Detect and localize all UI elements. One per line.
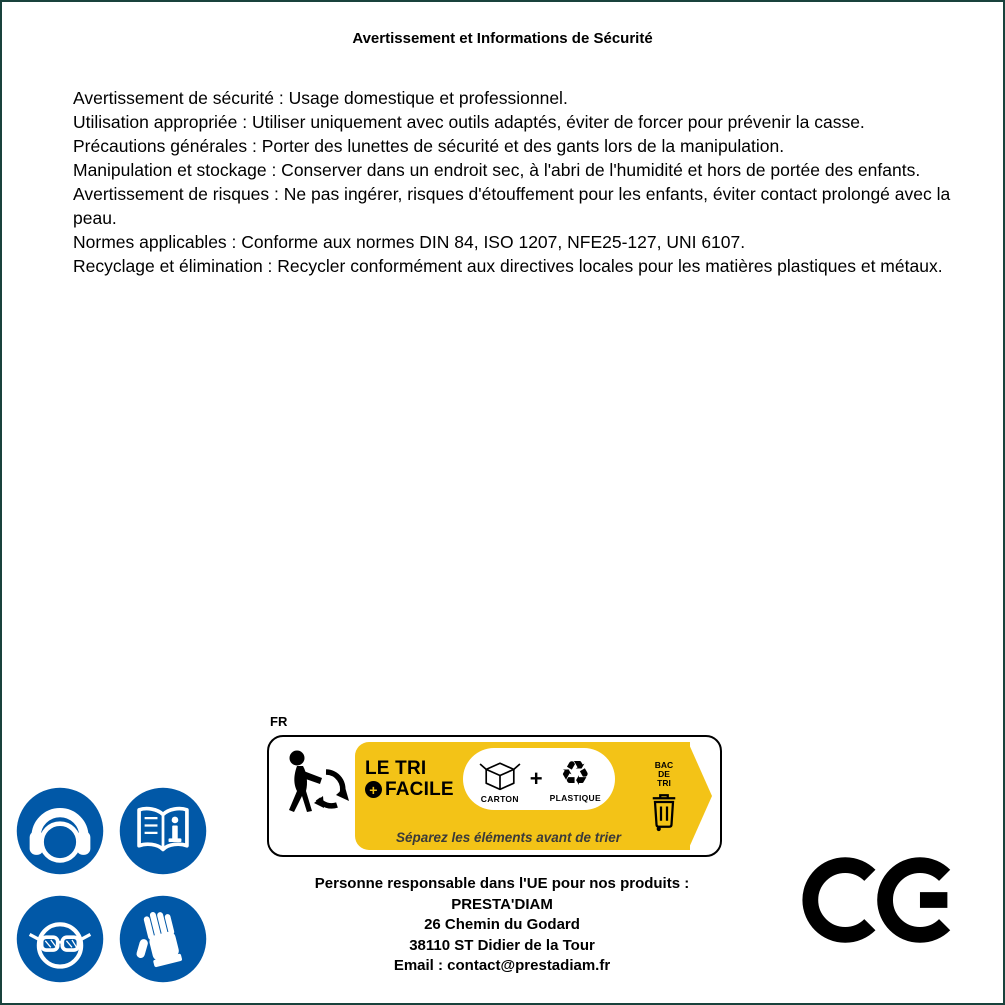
material-label: CARTON bbox=[480, 793, 519, 804]
plus-sign: + bbox=[369, 781, 378, 798]
wear-eye-protection-icon bbox=[14, 893, 106, 985]
materials-plus: + bbox=[529, 766, 543, 791]
waste-bin-icon bbox=[649, 790, 679, 832]
page-title: Avertissement et Informations de Sécurité bbox=[352, 30, 653, 47]
materials-pill bbox=[463, 748, 615, 810]
bin-label-line: BAC bbox=[654, 759, 674, 770]
plus-circle-icon bbox=[365, 781, 382, 798]
safety-paragraph: Avertissement de risques : Ne pas ingérer, risques d'étouffement pour les enfants, éviter contact prolongé avec la peau. bbox=[73, 184, 951, 228]
safety-paragraph: Normes applicables : Conforme aux normes DIN 84, ISO 1207, NFE25-127, UNI 6107. bbox=[73, 232, 746, 252]
tri-slogan-line2: FACILE bbox=[385, 779, 454, 800]
read-instruction-manual-icon bbox=[117, 785, 209, 877]
mandatory-pictograms bbox=[14, 785, 209, 985]
company-name: PRESTA'DIAM bbox=[451, 895, 553, 913]
wear-protective-gloves-icon bbox=[117, 893, 209, 985]
bin-label-line: DE bbox=[658, 768, 670, 779]
safety-paragraph: Manipulation et stockage : Conserver dans un endroit sec, à l'abri de l'humidité et hors de portée des enfants. bbox=[73, 160, 921, 180]
safety-paragraph: Avertissement de sécurité : Usage domestique et professionnel. bbox=[73, 88, 568, 108]
triman-country-code: FR bbox=[270, 714, 288, 729]
tri-slogan-line1: LE TRI bbox=[365, 758, 427, 779]
recycling-symbol-icon: ♻ bbox=[560, 753, 591, 794]
ce-marking-icon bbox=[802, 854, 964, 946]
address-line: 26 Chemin du Godard bbox=[424, 916, 580, 933]
safety-paragraph: Utilisation appropriée : Utiliser uniquement avec outils adaptés, éviter de forcer pour prévenir la casse. bbox=[73, 112, 865, 132]
triman-icon bbox=[277, 747, 355, 815]
wear-ear-protection-icon bbox=[14, 785, 106, 877]
tri-band-arrow bbox=[688, 742, 712, 850]
tri-band bbox=[355, 742, 690, 850]
safety-paragraph: Recyclage et élimination : Recycler conformément aux directives locales pour les matières plastiques et métaux. bbox=[73, 256, 943, 276]
tri-slogan bbox=[365, 758, 454, 800]
bin-label-line: TRI bbox=[657, 777, 671, 788]
material-plastique bbox=[549, 753, 601, 803]
tri-band-content bbox=[355, 742, 638, 816]
address-line: 38110 ST Didier de la Tour bbox=[409, 936, 595, 954]
safety-paragraphs bbox=[73, 86, 953, 278]
responsible-block bbox=[252, 874, 752, 977]
safety-paragraph: Précautions générales : Porter des lunettes de sécurité et des gants lors de la manipulation. bbox=[73, 136, 785, 156]
material-label: PLASTIQUE bbox=[549, 792, 601, 803]
material-carton bbox=[477, 755, 523, 804]
recycling-sorting-label bbox=[267, 735, 722, 857]
sorting-bin-section bbox=[638, 742, 690, 850]
responsible-intro: Personne responsable dans l'UE pour nos produits : bbox=[314, 875, 690, 892]
bin-label bbox=[655, 761, 673, 788]
tri-tagline: Séparez les éléments avant de trier bbox=[395, 830, 622, 845]
carton-box-icon bbox=[477, 755, 523, 793]
email-line: Email : contact@prestadiam.fr bbox=[393, 957, 611, 974]
